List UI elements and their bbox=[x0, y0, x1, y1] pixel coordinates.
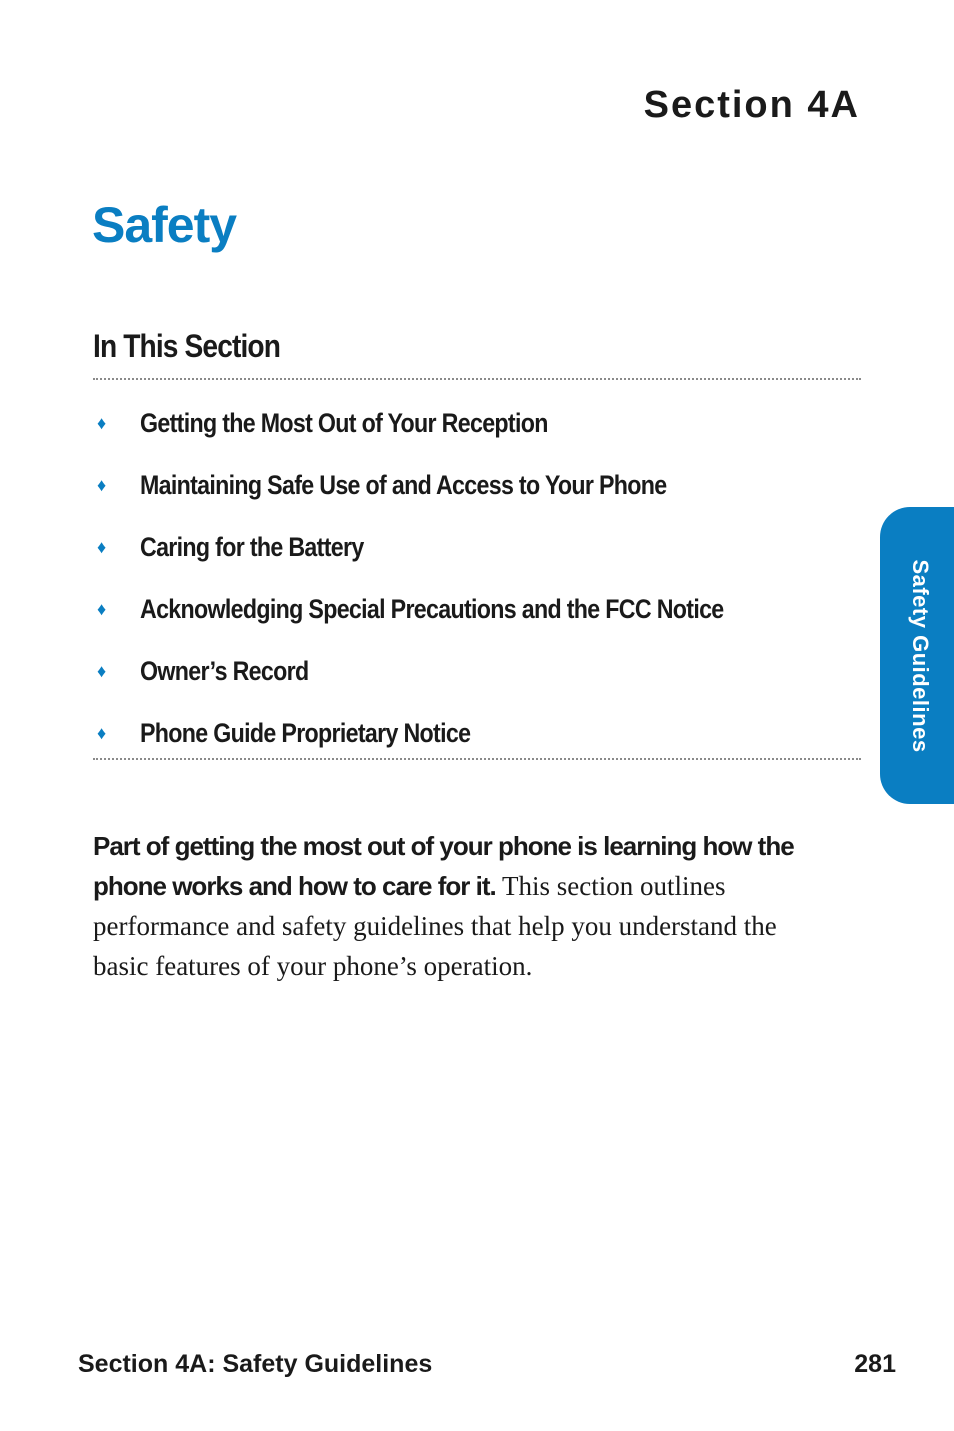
contents-item-fcc-notice[interactable] bbox=[93, 578, 863, 640]
contents-item-reception[interactable] bbox=[93, 392, 863, 454]
section-number: Section 4A bbox=[643, 84, 860, 126]
section-contents-list bbox=[93, 392, 863, 764]
diamond-bullet-icon: ♦ bbox=[97, 599, 107, 619]
contents-item-safe-use[interactable] bbox=[93, 454, 863, 516]
contents-item-label: Owner’s Record bbox=[140, 655, 309, 686]
dotted-divider-top bbox=[93, 378, 861, 380]
contents-item-owners-record[interactable] bbox=[93, 640, 863, 702]
diamond-bullet-icon: ♦ bbox=[97, 475, 107, 495]
diamond-bullet-icon: ♦ bbox=[97, 661, 107, 681]
side-tab-label: Safety Guidelines bbox=[908, 558, 933, 753]
diamond-bullet-icon: ♦ bbox=[97, 413, 107, 433]
side-tab[interactable] bbox=[880, 507, 954, 804]
page-title: Safety bbox=[92, 197, 237, 253]
contents-item-proprietary-notice[interactable] bbox=[93, 702, 863, 764]
footer-section-title: Section 4A: Safety Guidelines bbox=[78, 1350, 433, 1378]
diamond-bullet-icon: ♦ bbox=[97, 723, 107, 743]
intro-paragraph bbox=[93, 826, 813, 986]
contents-item-label: Caring for the Battery bbox=[140, 531, 364, 562]
intro-bold-lead: Part of getting the most out of your phone is learning how the phone works and how to care for it. bbox=[93, 831, 794, 901]
contents-item-label: Acknowledging Special Precautions and the FCC Notice bbox=[140, 593, 724, 624]
contents-item-battery[interactable] bbox=[93, 516, 863, 578]
dotted-divider-bottom bbox=[93, 758, 861, 760]
footer-page-number: 281 bbox=[854, 1350, 896, 1378]
contents-item-label: Phone Guide Proprietary Notice bbox=[140, 717, 471, 748]
intro-body-text: This section outlines performance and safety guidelines that help you understand the basic features of your phone’s operation. bbox=[93, 871, 777, 981]
contents-item-label: Getting the Most Out of Your Reception bbox=[140, 407, 548, 438]
contents-item-label: Maintaining Safe Use of and Access to Your Phone bbox=[140, 469, 667, 500]
diamond-bullet-icon: ♦ bbox=[97, 537, 107, 557]
in-this-section-heading: In This Section bbox=[93, 328, 281, 364]
